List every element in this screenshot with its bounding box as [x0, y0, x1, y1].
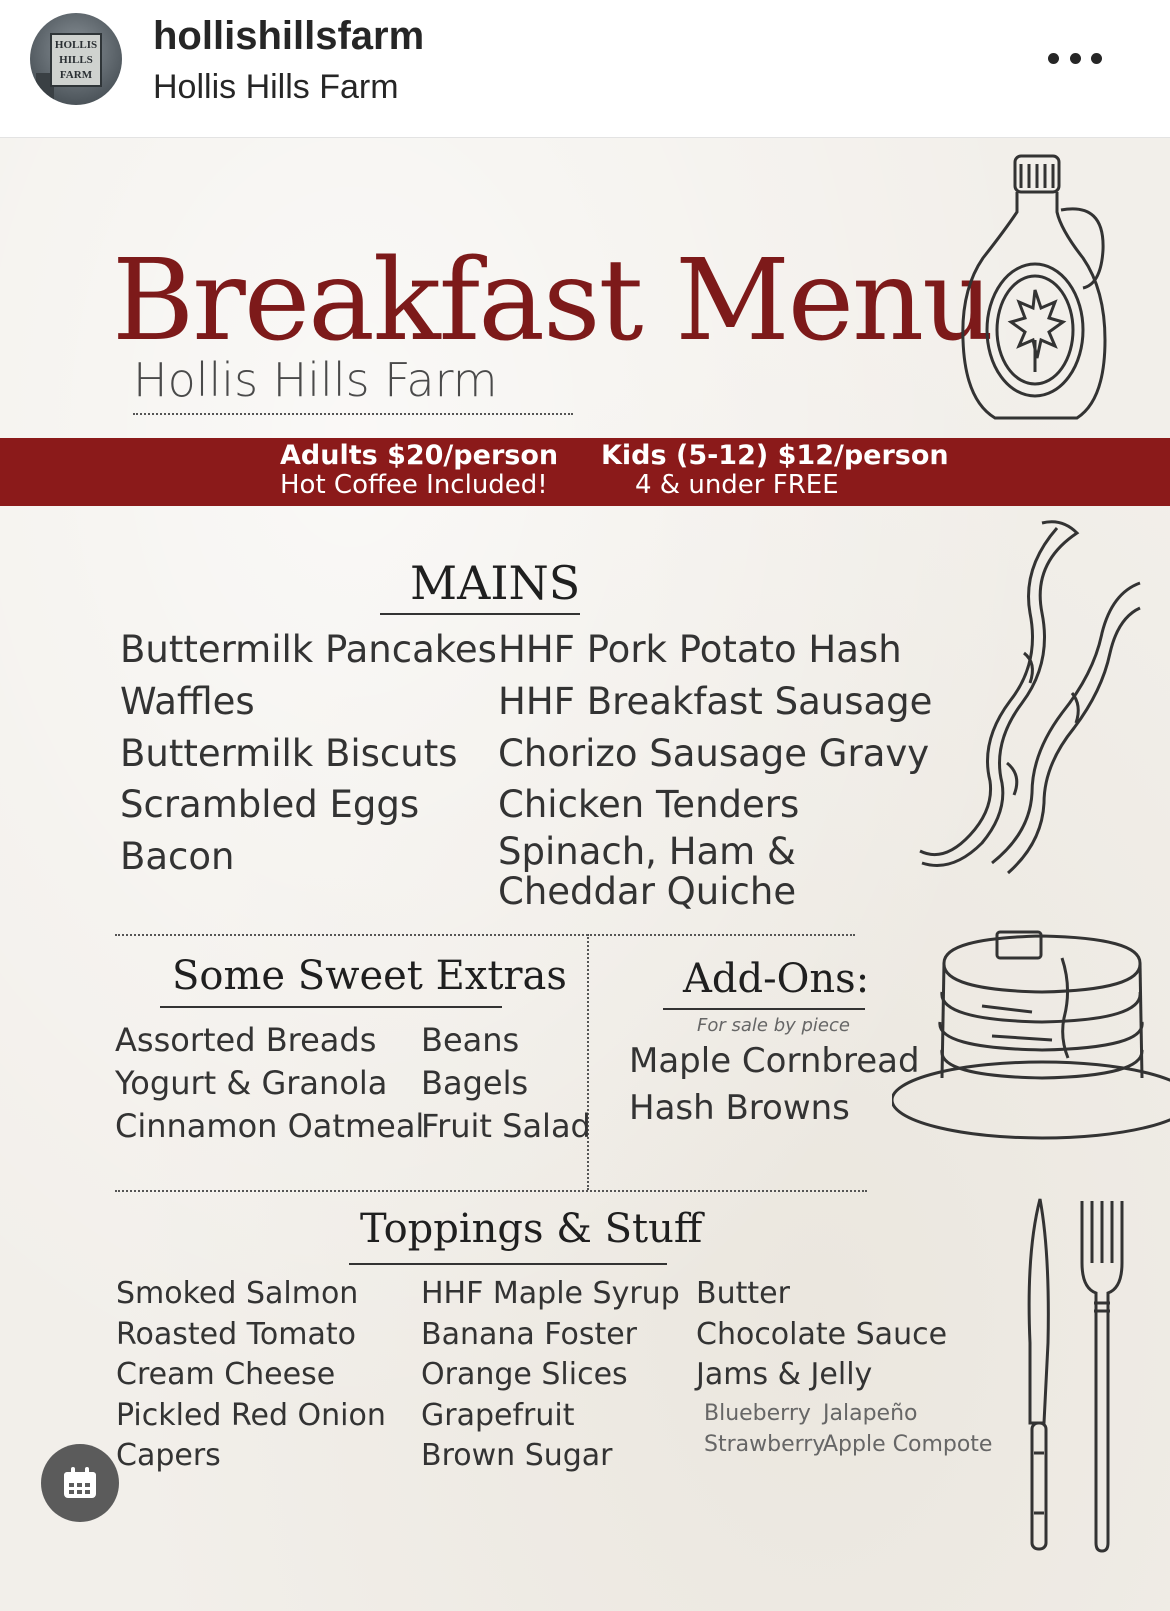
- menu-item: Buttermilk Pancakes: [120, 628, 497, 671]
- menu-item: Orange Slices: [421, 1357, 628, 1392]
- subtitle-divider: [133, 413, 573, 415]
- menu-item: Bagels: [421, 1064, 529, 1102]
- menu-item: Banana Foster: [421, 1317, 638, 1352]
- menu-item: Yogurt & Granola: [115, 1064, 388, 1102]
- menu-item: Cinnamon Oatmeal: [115, 1107, 425, 1145]
- menu-item: Assorted Breads: [115, 1021, 377, 1059]
- post-header: [0, 0, 1170, 138]
- menu-item: Scrambled Eggs: [120, 783, 420, 826]
- menu-item: HHF Breakfast Sausage: [498, 680, 933, 723]
- menu-image: [0, 138, 1170, 1611]
- calendar-button[interactable]: [41, 1444, 119, 1522]
- calendar-icon: [62, 1466, 98, 1500]
- menu-item: Capers: [116, 1438, 221, 1473]
- menu-item: Cream Cheese: [116, 1357, 336, 1392]
- section-divider: [115, 934, 855, 936]
- maple-syrup-bottle-icon: [955, 150, 1115, 425]
- column-divider: [587, 934, 589, 1190]
- menu-item: Chorizo Sausage Gravy: [498, 732, 930, 775]
- menu-item: Waffles: [120, 680, 255, 723]
- menu-item: Spinach, Ham &: [498, 830, 796, 873]
- menu-title: Breakfast Menu: [112, 236, 993, 366]
- menu-item: Grapefruit: [421, 1398, 575, 1433]
- adult-price-note: Hot Coffee Included!: [280, 470, 548, 500]
- avatar[interactable]: [30, 13, 122, 105]
- menu-item: Butter: [696, 1276, 790, 1311]
- toppings-heading: Toppings & Stuff: [360, 1206, 703, 1252]
- menu-item: Bacon: [120, 835, 235, 878]
- price-banner: [0, 438, 1170, 506]
- bacon-icon: [912, 513, 1142, 883]
- menu-item: HHF Maple Syrup: [421, 1276, 680, 1311]
- more-options-icon[interactable]: [1048, 48, 1102, 68]
- username[interactable]: hollishillsfarm: [153, 14, 425, 58]
- display-name: Hollis Hills Farm: [153, 68, 399, 106]
- menu-item: Smoked Salmon: [116, 1276, 359, 1311]
- jam-flavor: Strawberry: [704, 1432, 826, 1457]
- menu-item: Cheddar Quiche: [498, 870, 797, 913]
- menu-item: Fruit Salad: [421, 1107, 591, 1145]
- menu-item: Chicken Tenders: [498, 783, 800, 826]
- menu-item: Maple Cornbread: [629, 1041, 920, 1081]
- menu-item: Buttermilk Biscuts: [120, 732, 458, 775]
- menu-item: Pickled Red Onion: [116, 1398, 386, 1433]
- pancakes-icon: [892, 918, 1170, 1143]
- jam-flavor: Blueberry: [704, 1401, 811, 1426]
- add-ons-note: For sale by piece: [697, 1015, 850, 1036]
- menu-item: Brown Sugar: [421, 1438, 613, 1473]
- avatar-sign: HOLLIS HILLS FARM: [50, 33, 102, 87]
- menu-item: Roasted Tomato: [116, 1317, 356, 1352]
- mains-heading: MAINS: [410, 556, 581, 610]
- add-ons-heading: Add-Ons:: [683, 956, 870, 1002]
- menu-subtitle: Hollis Hills Farm: [133, 353, 498, 407]
- kids-price-note: 4 & under FREE: [635, 470, 839, 500]
- section-divider: [115, 1190, 867, 1192]
- menu-item: HHF Pork Potato Hash: [498, 628, 902, 671]
- jam-flavor: Jalapeño: [823, 1401, 918, 1426]
- menu-item: Beans: [421, 1021, 520, 1059]
- adult-price: Adults $20/person: [280, 440, 559, 471]
- menu-item: Jams & Jelly: [696, 1357, 873, 1392]
- menu-item: Chocolate Sauce: [696, 1317, 948, 1352]
- knife-and-fork-icon: [1020, 1193, 1130, 1555]
- sweet-extras-heading: Some Sweet Extras: [172, 953, 567, 999]
- menu-item: Hash Browns: [629, 1088, 850, 1128]
- kids-price: Kids (5-12) $12/person: [601, 440, 949, 471]
- jam-flavor: Apple Compote: [823, 1432, 993, 1457]
